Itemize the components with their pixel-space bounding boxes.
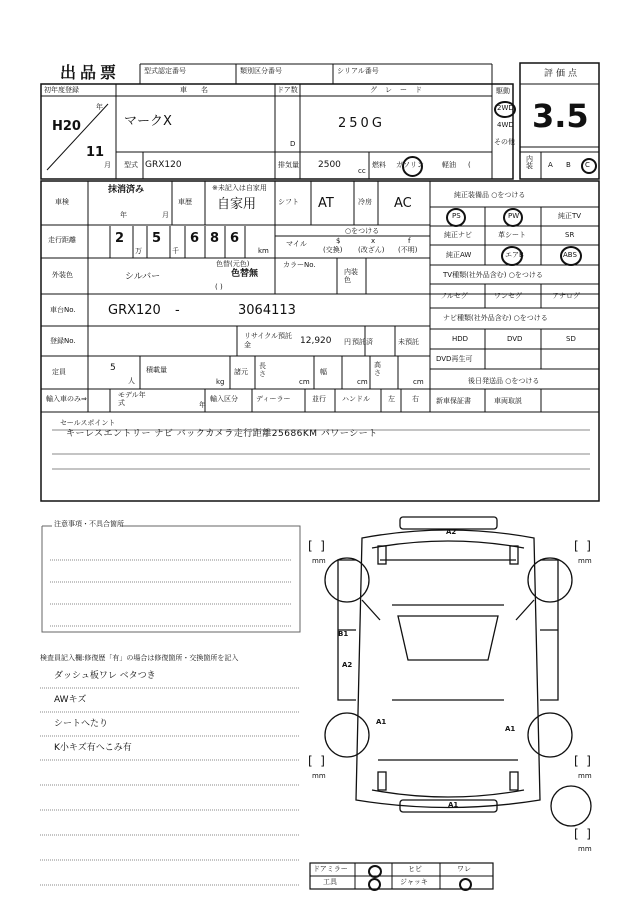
sales-point-text: キーレスエントリー ナビ バックカメラ走行距離25686KM パワーシート (66, 429, 378, 439)
dim-label: 諸元 (234, 368, 248, 376)
recycle-unit: 円 (344, 338, 351, 346)
drive-label: 駆動 (496, 87, 510, 95)
model-cert-label: 型式認定番号 (144, 67, 186, 75)
genuine-sr: SR (565, 231, 575, 239)
handle-left: 左 (388, 395, 395, 403)
chassis-model: GRX120 (108, 303, 161, 318)
ac-value: AC (394, 196, 412, 211)
mile-label: マイル (286, 240, 307, 248)
navi-label: ナビ種類(社外品含む) ○をつける (443, 314, 548, 322)
repaint-value: 色替無 (231, 269, 259, 279)
genuine-airbag: エアB (505, 251, 524, 259)
navi-hdd: HDD (452, 335, 469, 343)
recycle-amount: 12,920 (300, 336, 332, 346)
fuel-label: 燃料 (372, 161, 386, 169)
dim-length: 長さ (259, 362, 266, 378)
tire-bracket-rl: [ ] (308, 754, 325, 768)
genuine-airbag-circle (501, 246, 523, 266)
capacity-unit: 人 (128, 377, 135, 385)
tv-oneseg: ワンセグ (494, 292, 522, 300)
mileage-digit-1: 2 (115, 231, 125, 246)
model-label: 型式 (124, 161, 138, 169)
bottom-mirror-mark (368, 865, 382, 878)
navi-sd: SD (566, 335, 576, 343)
cc-unit: cc (358, 167, 366, 175)
bottom-crack: ヒビ (408, 865, 422, 873)
load-kg: kg (216, 378, 225, 386)
note-item-4: K小キズ有へこみ有 (54, 743, 132, 753)
sheet-title: 出品票 (60, 63, 121, 82)
inspector-label: 検査員記入欄:修復歴「有」の場合は修復箇所・交換箇所を記入 (40, 654, 239, 662)
tv-fullseg: フルセグ (440, 292, 468, 300)
model-year-label: モデル年式 (118, 391, 146, 407)
after-ship-label: 後日発送品 ○をつける (468, 377, 540, 385)
note-item-2: AWキズ (54, 695, 87, 705)
doors-label: ドア数 (277, 86, 298, 94)
genuine-leather: 革シート (498, 231, 526, 239)
import-parallel: 並行 (312, 395, 326, 403)
import-division-label: 輸入区分 (210, 395, 238, 403)
grade-value: 250G (338, 116, 385, 131)
registration-label: 登録No. (50, 337, 76, 345)
ac-label: 冷房 (358, 198, 372, 206)
dim-width: 幅 (320, 368, 327, 376)
tire-bracket-rr: [ ] (574, 754, 591, 768)
drive-other: その他 (494, 138, 515, 146)
grade-label: グレード (370, 86, 430, 94)
first-reg-month: 11 (86, 145, 105, 160)
dvd-play-label: DVD再生可 (436, 355, 473, 363)
handle-right: 右 (412, 395, 419, 403)
interior-color-label: 内装色 (344, 268, 358, 285)
color-label: 外装色 (52, 271, 73, 279)
navi-dvd: DVD (507, 335, 523, 343)
shaken-month-unit: 月 (162, 211, 169, 219)
note-item-3: シートへたり (54, 719, 109, 729)
genuine-tv: 純正TV (558, 212, 582, 220)
genuine-navi: 純正ナビ (444, 231, 472, 239)
import-dealer: ディーラー (256, 395, 291, 403)
month-unit: 月 (104, 161, 111, 169)
chassis-label: 車台No. (50, 306, 76, 314)
drive-selected-circle (494, 101, 516, 118)
history-label: 車歴 (178, 198, 192, 206)
mileage-opt2-mark: x (371, 237, 376, 245)
deposited-label: 預託済 (352, 338, 373, 346)
tire-mm-rl: mm (312, 772, 326, 780)
genuine-aw: 純正AW (446, 251, 472, 259)
genuine-abs-circle (560, 246, 582, 266)
history-note: ※未記入は自家用 (212, 184, 267, 192)
shift-value: AT (318, 196, 334, 211)
damage-mark-hood: A2 (446, 528, 457, 536)
genuine-label: 純正装備品 ○をつける (454, 191, 526, 199)
chassis-dash: - (175, 303, 180, 318)
not-deposited-label: 未預託 (398, 338, 419, 346)
caution-label: 注意事項・不具合箇所 (54, 520, 124, 528)
bottom-jack-mark (459, 878, 472, 891)
note-item-1: ダッシュ板ワレ ベタつき (54, 671, 156, 681)
sales-point-label: セールスポイント (60, 419, 116, 427)
tire-mm-rr: mm (578, 772, 592, 780)
score-value: 3.5 (532, 97, 589, 135)
fuel-paren: ( (468, 161, 471, 169)
mileage-circle-label: ○をつける (345, 227, 380, 235)
repaint-paren: ( ) (215, 283, 223, 291)
import-year-unit: 年 (199, 401, 206, 409)
category-label: 類別区分番号 (240, 67, 282, 75)
after-warranty: 新車保証書 (436, 397, 471, 405)
shaken-year-unit: 年 (120, 211, 127, 219)
after-manual: 車両取説 (494, 397, 522, 405)
dim-height-cm: cm (413, 378, 424, 386)
repaint-label: 色替(元色) (216, 260, 250, 268)
mileage-digit-4: 8 (210, 231, 220, 246)
import-label: 輸入車のみ⇒ (46, 395, 87, 403)
mileage-km: km (258, 247, 269, 255)
bottom-tools-mark (368, 878, 381, 891)
drive-2wd: 2WD (497, 104, 514, 112)
tv-analog: アナログ (552, 292, 580, 300)
mileage-opt3-text: (不明) (398, 246, 418, 254)
damage-mark-right-rear: A1 (505, 725, 516, 733)
interior-selected-circle (581, 158, 597, 174)
fuel-diesel: 軽油 (442, 161, 456, 169)
displacement-label: 排気量 (278, 161, 299, 169)
first-reg-year: H20 (52, 119, 81, 134)
handle-label: ハンドル (342, 395, 370, 403)
capacity-value: 5 (110, 363, 116, 373)
bottom-tools: 工具 (323, 878, 337, 886)
first-reg-label: 初年度登録 (44, 86, 79, 94)
mileage-opt2-text: (改ざん) (358, 246, 385, 254)
tire-bracket-spare: [ ] (574, 827, 591, 841)
interior-c: C (585, 161, 590, 169)
dim-width-cm: cm (357, 378, 368, 386)
shaken-label: 車検 (55, 198, 69, 206)
tire-mm-fl: mm (312, 557, 326, 565)
interior-a: A (548, 161, 553, 169)
carname-value: マークX (124, 114, 172, 129)
carname-label: 車名 (180, 86, 222, 94)
color-value: シルバー (125, 272, 161, 282)
mileage-sen: 千 (172, 247, 179, 255)
tire-bracket-fr: [ ] (574, 539, 591, 553)
mileage-digit-2: 5 (152, 231, 162, 246)
genuine-abs: ABS (563, 251, 577, 259)
displacement-value: 2500 (318, 160, 341, 170)
drive-4wd: 4WD (497, 121, 514, 129)
mileage-opt1-mark: $ (336, 237, 341, 245)
interior-label: 内装 (526, 155, 533, 170)
load-label: 積載量 (146, 366, 167, 374)
chassis-number: 3064113 (238, 303, 296, 318)
recycle-label: リサイクル預託金 (244, 332, 293, 349)
genuine-pw-circle (503, 208, 523, 227)
damage-mark-left-door: B1 (338, 630, 349, 638)
bottom-jack: ジャッキ (400, 878, 428, 886)
mileage-opt1-text: (交換) (323, 246, 343, 254)
bottom-break: ワレ (457, 865, 471, 873)
mileage-digit-3: 6 (190, 231, 200, 246)
door-code: D (290, 140, 296, 148)
history-value: 自家用 (217, 197, 257, 212)
genuine-ps: PS (452, 212, 461, 220)
tire-mm-spare: mm (578, 845, 592, 853)
year-unit: 年 (96, 103, 103, 111)
mileage-opt3-mark: f (408, 237, 411, 245)
mileage-digit-5: 6 (230, 231, 240, 246)
damage-mark-rear-bumper: A1 (448, 801, 459, 809)
serial-label: シリアル番号 (337, 67, 379, 75)
genuine-ps-circle (446, 208, 466, 227)
shift-label: シフト (278, 198, 299, 206)
mileage-label: 走行距離 (48, 236, 76, 244)
model-value: GRX120 (145, 160, 182, 170)
tire-mm-fr: mm (578, 557, 592, 565)
mileage-man: 万 (135, 247, 142, 255)
tv-label: TV種類(社外品含む) ○をつける (443, 271, 543, 279)
dim-length-cm: cm (299, 378, 310, 386)
interior-b: B (566, 161, 571, 169)
color-no-label: カラーNo. (283, 261, 316, 269)
shaken-value: 抹消済み (108, 185, 145, 195)
damage-mark-rear-fender: A1 (376, 718, 387, 726)
capacity-label: 定員 (52, 368, 66, 376)
bottom-door-mirror: ドアミラー (313, 865, 348, 873)
fuel-selected-circle (402, 156, 423, 177)
fuel-gasoline: ガソリン (396, 161, 424, 169)
tire-bracket-fl: [ ] (308, 539, 325, 553)
genuine-pw: PW (508, 212, 520, 220)
dim-height: 高さ (374, 361, 381, 377)
score-label: 評価点 (544, 69, 581, 79)
damage-mark-left-rear-door: A2 (342, 661, 353, 669)
